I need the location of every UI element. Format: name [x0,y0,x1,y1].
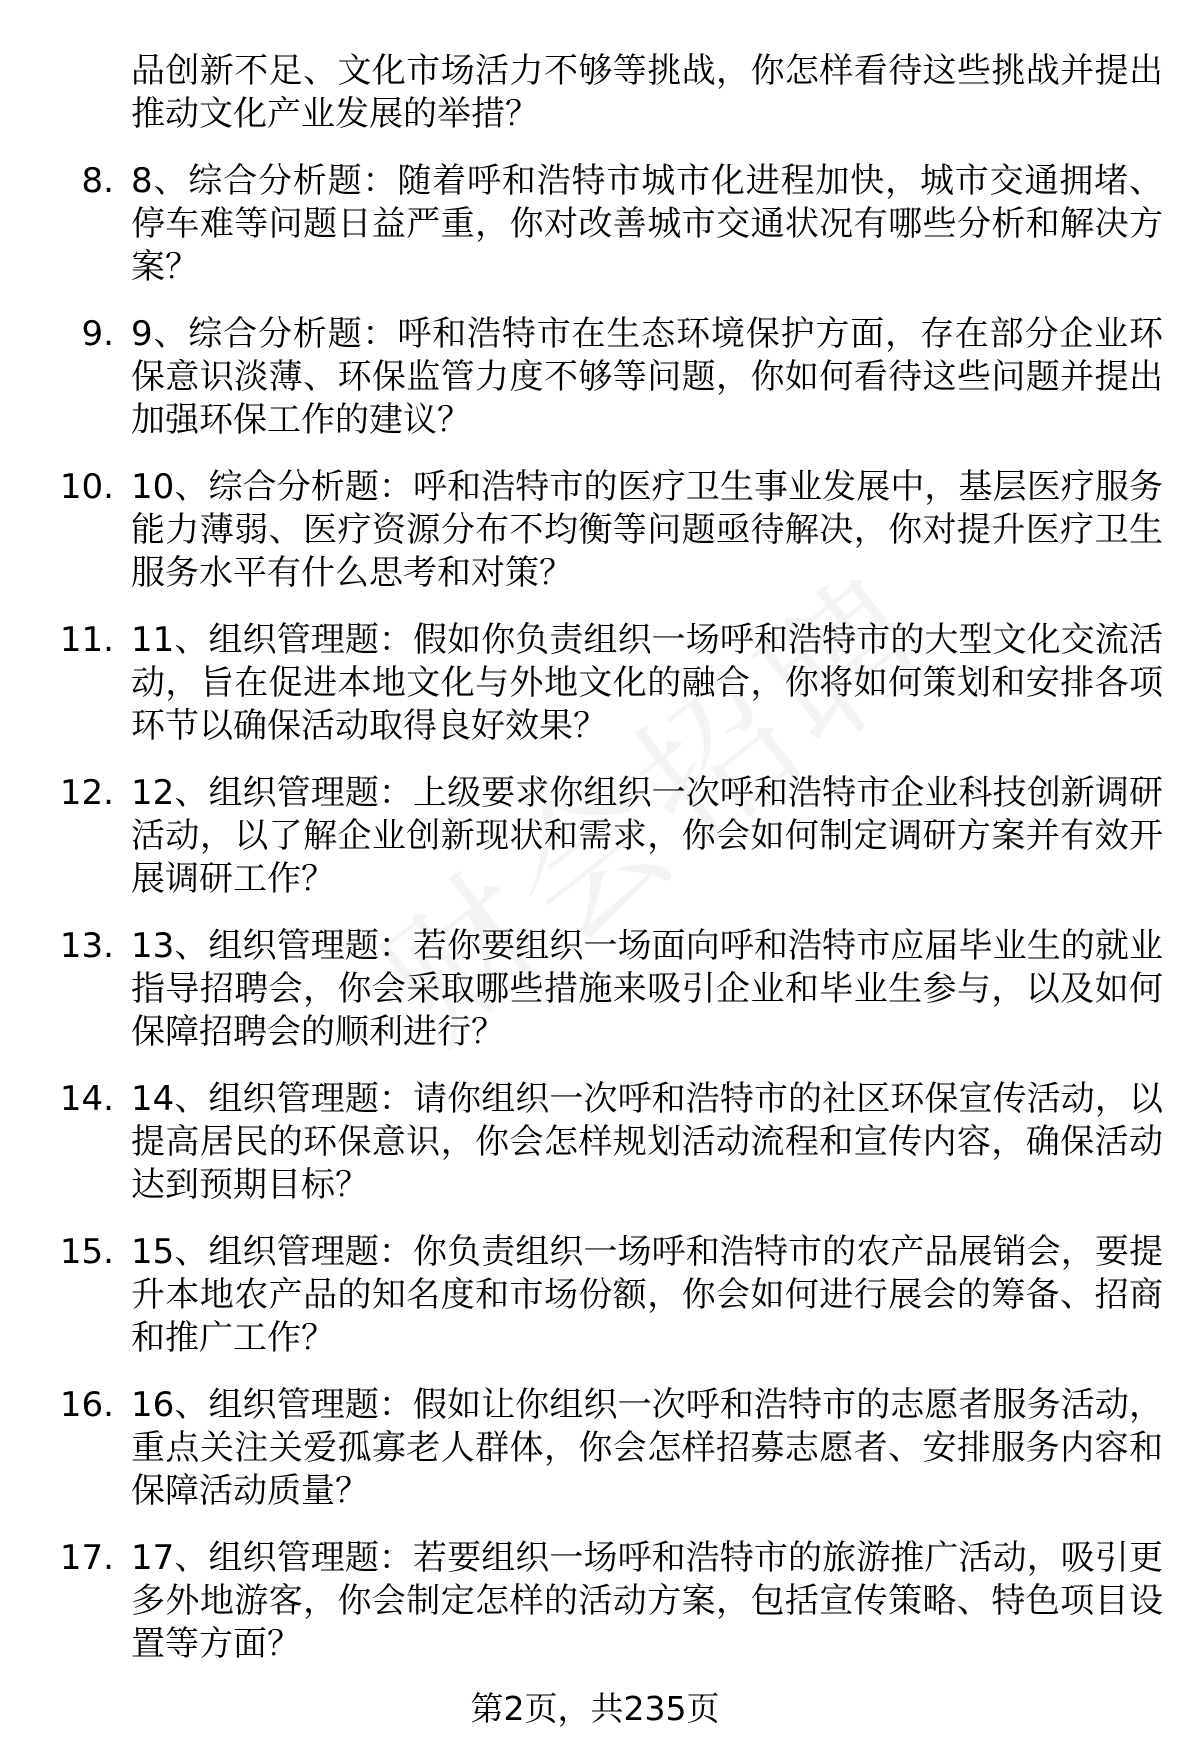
question-item [0,313,1163,442]
question-item [0,160,1163,289]
question-text: 12、组织管理题：上级要求你组织一次呼和浩特市企业科技创新调研活动，以了解企业创新现状和需求，你会如何制定调研方案并有效开展调研工作？ [131,773,1163,899]
list-number: 17. [59,1538,114,1578]
continuation-paragraph [0,50,1163,136]
question-item [0,619,1163,748]
list-number: 11. [59,620,114,660]
question-item [0,772,1163,901]
list-number: 8. [81,161,114,201]
list-number: 9. [81,314,114,354]
question-text: 14、组织管理题：请你组织一次呼和浩特市的社区环保宣传活动，以提高居民的环保意识，你会怎样规划活动流程和宣传内容，确保活动达到预期目标？ [131,1079,1163,1205]
question-text: 15、组织管理题：你负责组织一场呼和浩特市的农产品展销会，要提升本地农产品的知名度和市场份额，你会如何进行展会的筹备、招商和推广工作？ [131,1232,1163,1358]
question-text: 10、综合分析题：呼和浩特市的医疗卫生事业发展中，基层医疗服务能力薄弱、医疗资源分布不均衡等问题亟待解决，你对提升医疗卫生服务水平有什么思考和对策？ [131,467,1163,593]
list-number: 10. [59,467,114,507]
question-item [0,1384,1163,1513]
question-item [0,1231,1163,1360]
question-item [0,466,1163,595]
question-item [0,925,1163,1054]
question-text: 16、组织管理题：假如让你组织一次呼和浩特市的志愿者服务活动，重点关注关爱孤寡老人群体，你会怎样招募志愿者、安排服务内容和保障活动质量？ [131,1385,1163,1511]
question-text: 13、组织管理题：若你要组织一场面向呼和浩特市应届毕业生的就业指导招聘会，你会采取哪些措施来吸引企业和毕业生参与，以及如何保障招聘会的顺利进行？ [131,926,1163,1052]
question-item [0,1078,1163,1207]
question-text: 8、综合分析题：随着呼和浩特市城市化进程加快，城市交通拥堵、停车难等问题日益严重，你对改善城市交通状况有哪些分析和解决方案？ [131,161,1163,287]
paragraph-text: 品创新不足、文化市场活力不够等挑战，你怎样看待这些挑战并提出推动文化产业发展的举措？ [131,51,1163,134]
question-item [0,1537,1163,1666]
question-text: 9、综合分析题：呼和浩特市在生态环境保护方面，存在部分企业环保意识淡薄、环保监管力度不够等问题，你如何看待这些问题并提出加强环保工作的建议？ [131,314,1163,440]
question-text: 17、组织管理题：若要组织一场呼和浩特市的旅游推广活动，吸引更多外地游客，你会制定怎样的活动方案，包括宣传策略、特色项目设置等方面？ [131,1538,1163,1664]
list-number: 15. [59,1232,114,1272]
page-footer: 第2页，共235页 [470,1689,720,1728]
list-number: 16. [59,1385,114,1425]
list-number: 14. [59,1079,114,1119]
list-number: 13. [59,926,114,966]
list-number: 12. [59,773,114,813]
page-content [0,50,1190,1690]
question-text: 11、组织管理题：假如你负责组织一场呼和浩特市的大型文化交流活动，旨在促进本地文化与外地文化的融合，你将如何策划和安排各项环节以确保活动取得良好效果？ [131,620,1163,746]
